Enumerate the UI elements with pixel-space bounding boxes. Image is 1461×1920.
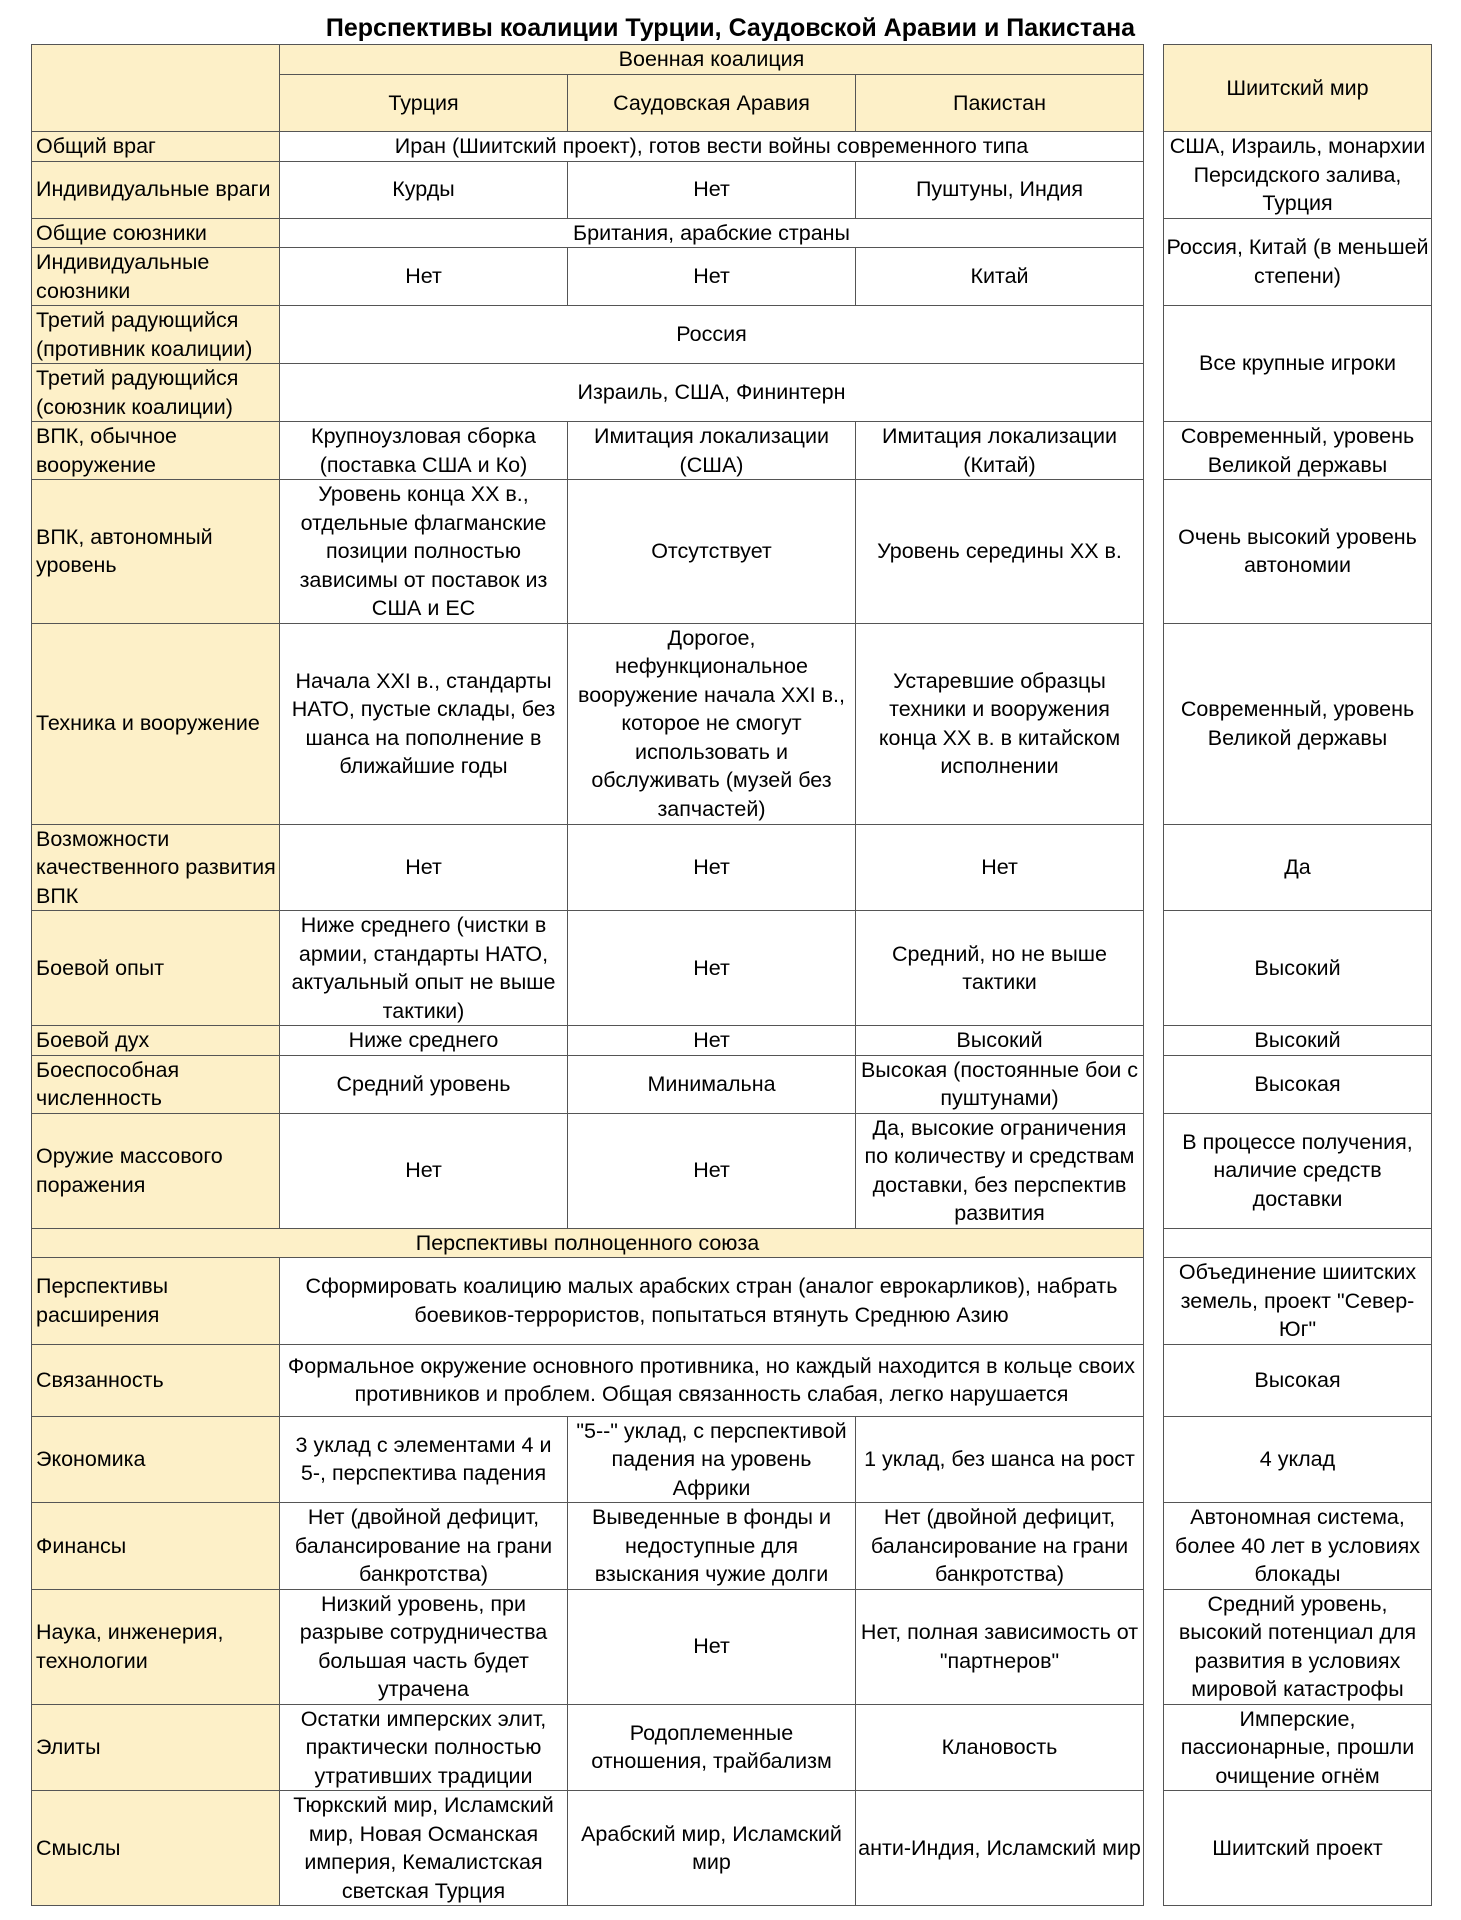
shia-cell: Все крупные игроки [1164,306,1432,422]
comparison-table [31,44,1432,1906]
shia-cell: Высокий [1164,911,1432,1026]
row-label: Индивидуальные союзники [32,248,280,306]
shia-cell: США, Израиль, монархии Персидского залива, Турция [1164,132,1432,219]
saudi-cell: Нет [568,161,856,218]
pakistan-cell: Устаревшие образцы техники и вооружения конца XX в. в китайском исполнении [856,623,1144,824]
pakistan-cell: Высокая (постоянные бои с пуштунами) [856,1055,1144,1113]
row-label: ВПК, обычное вооружение [32,422,280,480]
saudi-cell: Нет [568,1113,856,1228]
shia-cell: В процессе получения, наличие средств доставки [1164,1113,1432,1228]
pakistan-cell: Имитация локализации (Китай) [856,422,1144,480]
merged-cell: Британия, арабские страны [280,218,1144,248]
pakistan-cell: анти-Индия, Исламский мир [856,1791,1144,1906]
shia-cell: Средний уровень, высокий потенциал для развития в условиях мировой катастрофы [1164,1589,1432,1704]
turkey-cell: Ниже среднего [280,1026,568,1056]
shia-cell: Очень высокий уровень автономии [1164,480,1432,624]
saudi-cell: Имитация локализации (США) [568,422,856,480]
row-label: Наука, инженерия, технологии [32,1589,280,1704]
shia-cell: Высокий [1164,1026,1432,1056]
pakistan-cell: Высокий [856,1026,1144,1056]
turkey-cell: Остатки имперских элит, практически полностью утративших традиции [280,1704,568,1791]
pakistan-cell: Нет, полная зависимость от "партнеров" [856,1589,1144,1704]
pakistan-header: Пакистан [856,75,1144,132]
row-label: Общий враг [32,132,280,162]
shia-cell: Высокая [1164,1055,1432,1113]
shia-cell: Современный, уровень Великой державы [1164,422,1432,480]
row-label: Связанность [32,1344,280,1416]
pakistan-cell: Пуштуны, Индия [856,161,1144,218]
row-label: Общие союзники [32,218,280,248]
shia-cell: Россия, Китай (в меньшей степени) [1164,218,1432,306]
shia-cell: Современный, уровень Великой державы [1164,623,1432,824]
pakistan-cell: Да, высокие ограничения по количеству и средствам доставки, без перспектив развития [856,1113,1144,1228]
saudi-cell: Минимальна [568,1055,856,1113]
row-label: Третий радующийся (противник коалиции) [32,306,280,364]
saudi-cell: Арабский мир, Исламский мир [568,1791,856,1906]
row-label: Боеспособная численность [32,1055,280,1113]
turkey-header: Турция [280,75,568,132]
shia-cell: 4 уклад [1164,1416,1432,1503]
shia-cell: Имперские, пассионарные, прошли очищение огнём [1164,1704,1432,1791]
shia-cell: Да [1164,824,1432,911]
shia-cell: Объединение шиитских земель, проект "Север-Юг" [1164,1258,1432,1345]
row-label: Третий радующийся (союзник коалиции) [32,364,280,422]
turkey-cell: Уровень конца XX в., отдельные флагманские позиции полностью зависимы от поставок из США и ЕС [280,480,568,624]
shia-cell: Высокая [1164,1344,1432,1416]
row-label: Боевой дух [32,1026,280,1056]
saudi-cell: Дорогое, нефункциональное вооружение начала XXI в., которое не смогут использовать и обслуживать (музей без запчастей) [568,623,856,824]
shia-world-header: Шиитский мир [1164,45,1432,132]
turkey-cell: Тюркский мир, Исламский мир, Новая Османская империя, Кемалистская светская Турция [280,1791,568,1906]
page-title: Перспективы коалиции Турции, Саудовской Аравии и Пакистана [325,14,1136,42]
saudi-cell: Родоплеменные отношения, трайбализм [568,1704,856,1791]
merged-cell: Россия [280,306,1144,364]
turkey-cell: 3 уклад с элементами 4 и 5-, перспектива падения [280,1416,568,1503]
saudi-cell: "5--" уклад, с перспективой падения на уровень Африки [568,1416,856,1503]
saudi-cell: Нет [568,824,856,911]
pakistan-cell: Нет (двойной дефицит, балансирование на грани банкротства) [856,1503,1144,1590]
saudi-cell: Отсутствует [568,480,856,624]
pakistan-cell: Уровень середины XX в. [856,480,1144,624]
pakistan-cell: Китай [856,248,1144,306]
saudi-cell: Нет [568,1026,856,1056]
military-coalition-header: Военная коалиция [280,45,1144,75]
row-label: Экономика [32,1416,280,1503]
shia-cell: Шиитский проект [1164,1791,1432,1906]
row-label: Боевой опыт [32,911,280,1026]
turkey-cell: Нет [280,1113,568,1228]
saudi-cell: Нет [568,1589,856,1704]
turkey-cell: Нет [280,248,568,306]
turkey-cell: Нет (двойной дефицит, балансирование на грани банкротства) [280,1503,568,1590]
pakistan-cell: 1 уклад, без шанса на рост [856,1416,1144,1503]
shia-cell-empty [1164,1228,1432,1258]
row-label: Элиты [32,1704,280,1791]
row-label: Индивидуальные враги [32,161,280,218]
row-label: ВПК, автономный уровень [32,480,280,624]
shia-cell: Автономная система, более 40 лет в условиях блокады [1164,1503,1432,1590]
row-label: Техника и вооружение [32,623,280,824]
row-label: Перспективы расширения [32,1258,280,1345]
saudi-cell: Нет [568,248,856,306]
section-header: Перспективы полноценного союза [32,1228,1144,1258]
saudi-cell: Нет [568,911,856,1026]
pakistan-cell: Нет [856,824,1144,911]
row-label: Оружие массового поражения [32,1113,280,1228]
row-label: Финансы [32,1503,280,1590]
turkey-cell: Нет [280,824,568,911]
merged-cell: Сформировать коалицию малых арабских стран (аналог еврокарликов), набрать боевиков-террористов, попытаться втянуть Среднюю Азию [280,1258,1144,1345]
merged-cell: Иран (Шиитский проект), готов вести войны современного типа [280,132,1144,162]
corner-cell [32,45,280,132]
turkey-cell: Средний уровень [280,1055,568,1113]
saudi-header: Саудовская Аравия [568,75,856,132]
merged-cell: Израиль, США, Фининтерн [280,364,1144,422]
saudi-cell: Выведенные в фонды и недоступные для взыскания чужие долги [568,1503,856,1590]
pakistan-cell: Клановость [856,1704,1144,1791]
turkey-cell: Ниже среднего (чистки в армии, стандарты НАТО, актуальный опыт не выше тактики) [280,911,568,1026]
row-label: Возможности качественного развития ВПК [32,824,280,911]
turkey-cell: Крупноузловая сборка (поставка США и Ко) [280,422,568,480]
turkey-cell: Курды [280,161,568,218]
pakistan-cell: Средний, но не выше тактики [856,911,1144,1026]
turkey-cell: Начала XXI в., стандарты НАТО, пустые склады, без шанса на пополнение в ближайшие годы [280,623,568,824]
row-label: Смыслы [32,1791,280,1906]
turkey-cell: Низкий уровень, при разрыве сотрудничества большая часть будет утрачена [280,1589,568,1704]
merged-cell: Формальное окружение основного противника, но каждый находится в кольце своих противников и проблем. Общая связанность слабая, легко нарушается [280,1344,1144,1416]
